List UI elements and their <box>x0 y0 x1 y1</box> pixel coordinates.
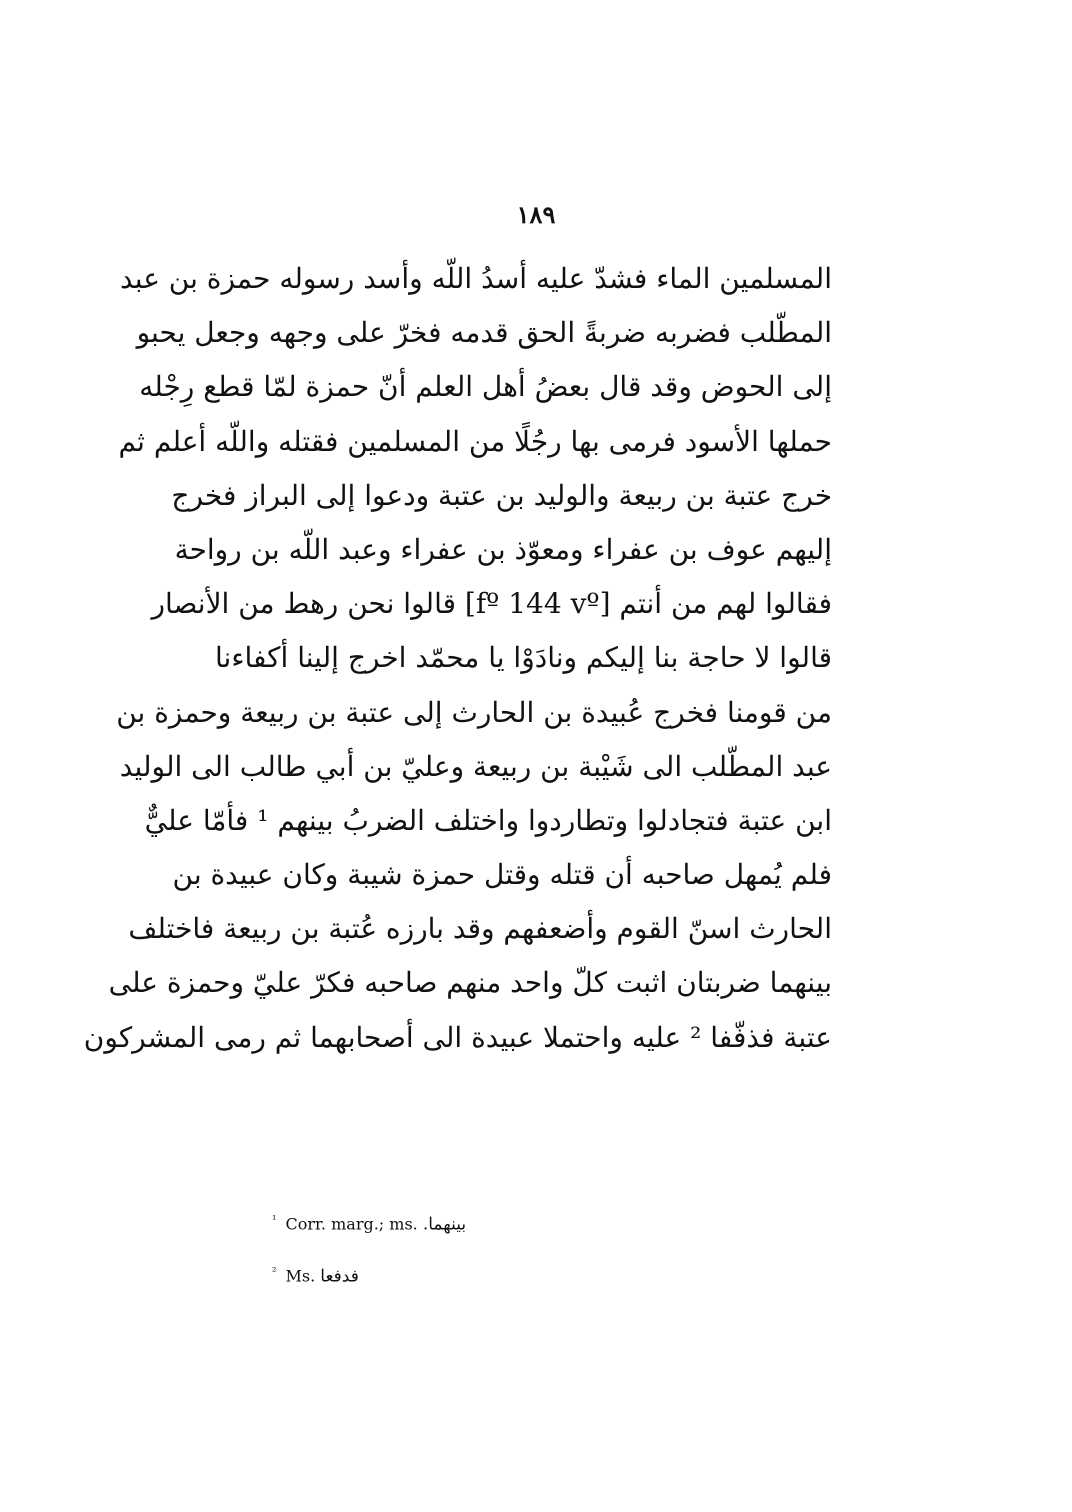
text-line: بينهما ضربتان اثبت كلّ واحد منهم صاحبه فكرّ عليّ وحمزة على <box>108 966 832 1000</box>
text-line: حملها الأسود فرمى بها رجُلًا من المسلمين فقتله واللّه أعلم ثم <box>118 424 832 458</box>
footnote-1 <box>240 1205 832 1257</box>
text-line: فقالوا لهم من أنتم [fº 144 vº] قالوا نحن رهط من الأنصار <box>151 587 832 621</box>
text-line: الحارث اسنّ القوم وأضعفهم وقد بارزه عُتبة بن ربيعة فاختلف <box>128 912 832 946</box>
footnote-arabic: بينهما. <box>422 1214 467 1235</box>
text-line: من قومنا فخرج عُبيدة بن الحارث إلى عتبة بن ربيعة وحمزة بن <box>116 695 832 729</box>
text-line: قالوا لا حاجة بنا إليكم ونادَوْا يا محمّد اخرج إلينا أكفاءنا <box>215 641 832 675</box>
text-line: عبد المطّلب الى شَيْبة بن ربيعة وعليّ بن أبي طالب الى الوليد <box>119 749 832 783</box>
main-text <box>83 252 832 1065</box>
footnotes <box>240 1205 832 1309</box>
text-line: خرج عتبة بن ربيعة والوليد بن عتبة ودعوا إلى البراز فخرج <box>171 478 832 512</box>
text-line: عتبة فذفّفا ² عليه واحتملا عبيدة الى أصحابهما ثم رمى المشركون <box>83 1020 832 1054</box>
footnote-text: Ms. <box>285 1266 316 1286</box>
text-line: إلى الحوض وقد قال بعضُ أهل العلم أنّ حمزة لمّا قطع رِجْله <box>139 370 832 404</box>
page-number: ١٨٩ <box>516 200 556 229</box>
footnote-marker: ¹ <box>272 1213 277 1226</box>
text-line: إليهم عوف بن عفراء ومعوّذ بن عفراء وعبد اللّه بن رواحة <box>174 532 832 566</box>
footnote-marker: ² <box>272 1265 277 1278</box>
text-line: المطّلب فضربه ضربةً الحق قدمه فخرّ على وجهه وجعل يحبو <box>136 316 832 350</box>
footnote-text: Corr. marg.; ms. <box>285 1214 418 1234</box>
text-line: المسلمين الماء فشدّ عليه أسدُ اللّه وأسد رسوله حمزة بن عبد <box>120 262 832 295</box>
footnote-2 <box>240 1257 832 1309</box>
footnote-arabic: فدفعا <box>320 1266 359 1287</box>
text-line: ابن عتبة فتجادلوا وتطاردوا واختلف الضربُ بينهم ¹ فأمّا عليٌّ <box>144 803 832 837</box>
text-line: فلم يُمهل صاحبه أن قتله وقتل حمزة شيبة وكان عبيدة بن <box>172 858 832 892</box>
